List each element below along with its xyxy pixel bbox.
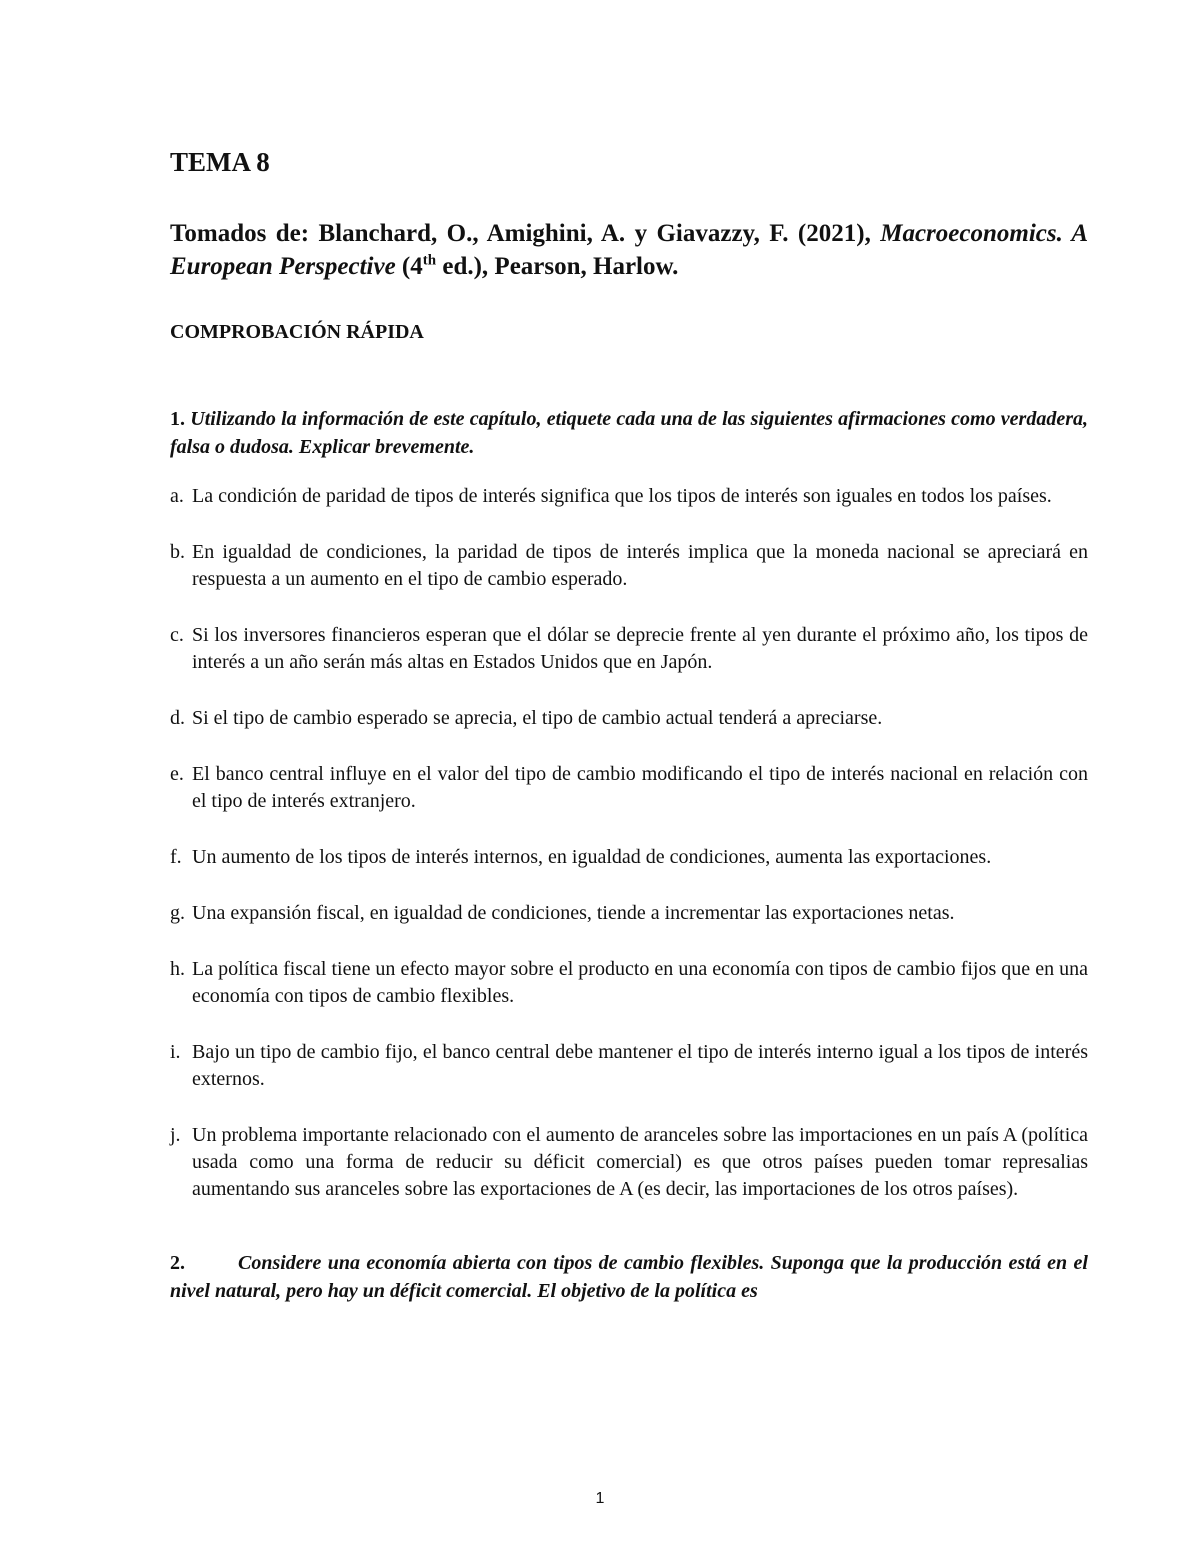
statement-text: Un problema importante relacionado con el aumento de aranceles sobre las importaciones en un país A (política usada como una forma de reducir su déficit comercial) es que otros países pueden tomar represalias aumentando sus aranceles sobre las exportaciones de A (es decir, las importaciones de los otros países). xyxy=(192,1124,1088,1200)
question-1 xyxy=(170,405,1088,461)
statement-item xyxy=(170,705,1088,732)
citation-publisher: ed.), Pearson, Harlow. xyxy=(442,253,679,280)
statement-letter: c. xyxy=(170,624,184,646)
question-number: 2. xyxy=(170,1252,185,1274)
statement-item xyxy=(170,900,1088,927)
statement-letter: b. xyxy=(170,541,185,563)
document-title: TEMA 8 xyxy=(170,147,270,177)
statement-text: Una expansión fiscal, en igualdad de condiciones, tiende a incrementar las exportaciones netas. xyxy=(192,902,955,924)
source-citation xyxy=(170,217,1088,283)
statement-letter: a. xyxy=(170,485,184,507)
statement-item xyxy=(170,1039,1088,1093)
statement-item xyxy=(170,1122,1088,1203)
question-number: 1. xyxy=(170,408,185,430)
citation-book-title: Macroeconomics. A European Perspective xyxy=(170,220,1088,280)
statement-text: Un aumento de los tipos de interés internos, en igualdad de condiciones, aumenta las exportaciones. xyxy=(192,846,992,868)
statement-letter: e. xyxy=(170,763,184,785)
citation-authors: Tomados de: Blanchard, O., Amighini, A. y Giavazzy, F. (2021), xyxy=(170,220,871,247)
statement-item xyxy=(170,483,1088,510)
statement-letter: g. xyxy=(170,902,185,924)
section-heading: COMPROBACIÓN RÁPIDA xyxy=(170,321,424,343)
statement-letter: h. xyxy=(170,958,185,980)
statement-text: Si los inversores financieros esperan que el dólar se deprecie frente al yen durante el próximo año, los tipos de interés a un año serán más altas en Estados Unidos que en Japón. xyxy=(192,624,1088,673)
citation-edition: (4 xyxy=(401,253,423,280)
statement-item xyxy=(170,761,1088,815)
question-text: Considere una economía abierta con tipos de cambio flexibles. Suponga que la producción está en el nivel natural, pero hay un déficit comercial. El objetivo de la política es xyxy=(170,1252,1088,1302)
statement-text: En igualdad de condiciones, la paridad de tipos de interés implica que la moneda nacional se apreciará en respuesta a un aumento en el tipo de cambio esperado. xyxy=(192,541,1088,590)
statement-text: Bajo un tipo de cambio fijo, el banco central debe mantener el tipo de interés interno igual a los tipos de interés externos. xyxy=(192,1041,1088,1090)
question-2 xyxy=(170,1249,1088,1305)
citation-edition-sup: th xyxy=(422,252,437,269)
statement-item xyxy=(170,622,1088,676)
statement-item xyxy=(170,539,1088,593)
page-content xyxy=(170,145,1088,1305)
statement-list xyxy=(170,483,1088,1203)
statement-text: El banco central influye en el valor del tipo de cambio modificando el tipo de interés nacional en relación con el tipo de interés extranjero. xyxy=(192,763,1088,812)
statement-text: La política fiscal tiene un efecto mayor sobre el producto en una economía con tipos de cambio fijos que en una economía con tipos de cambio flexibles. xyxy=(192,958,1088,1007)
statement-letter: f. xyxy=(170,846,182,868)
statement-text: La condición de paridad de tipos de interés significa que los tipos de interés son iguales en todos los países. xyxy=(192,485,1052,507)
statement-letter: j. xyxy=(170,1124,181,1146)
statement-letter: d. xyxy=(170,707,185,729)
statement-item xyxy=(170,956,1088,1010)
statement-letter: i. xyxy=(170,1041,181,1063)
question-text: Utilizando la información de este capítulo, etiquete cada una de las siguientes afirmaciones como verdadera, falsa o dudosa. Explicar brevemente. xyxy=(170,408,1089,458)
page-number: 1 xyxy=(595,1490,605,1507)
statement-text: Si el tipo de cambio esperado se aprecia, el tipo de cambio actual tenderá a apreciarse. xyxy=(192,707,883,729)
statement-item xyxy=(170,844,1088,871)
